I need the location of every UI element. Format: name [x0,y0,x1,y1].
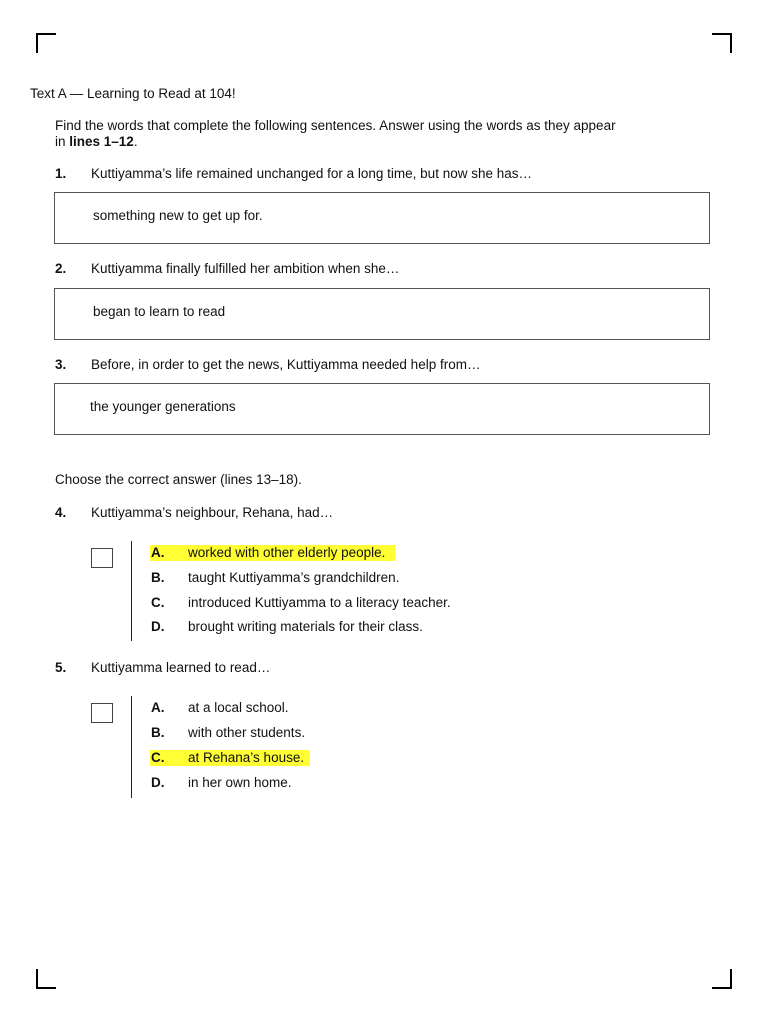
question-2-answer: began to learn to read [93,304,226,319]
section1-instruction [55,118,695,150]
question-4-option-b-letter: B. [151,570,165,585]
instruction-lines-ref: lines 1–12 [69,134,134,149]
question-5-option-d[interactable]: in her own home. [188,775,292,790]
question-5-option-d-letter: D. [151,775,165,790]
question-4-option-a-letter: A. [151,545,165,560]
question-5-answer-checkbox[interactable] [91,703,113,723]
question-2-number: 2. [55,261,67,276]
question-5-divider [131,696,132,798]
page-title: Text A — Learning to Read at 104! [30,86,236,101]
question-4-text: Kuttiyamma’s neighbour, Rehana, had… [91,505,334,520]
question-4-option-a[interactable]: worked with other elderly people. [188,545,386,560]
question-5-option-a-letter: A. [151,700,165,715]
question-4-divider [131,541,132,641]
question-3-number: 3. [55,357,67,372]
instruction-end: . [133,134,138,149]
question-1-text: Kuttiyamma’s life remained unchanged for a long time, but now she has… [91,166,532,181]
question-5-option-b-letter: B. [151,725,165,740]
crop-mark-bottom-right [712,969,732,989]
instruction-line1: Find the words that complete the following sentences. Answer using the words as they appear [55,118,616,133]
question-4-option-c-letter: C. [151,595,165,610]
question-5-option-a[interactable]: at a local school. [188,700,289,715]
question-4-option-d-letter: D. [151,619,165,634]
question-1-answer-box[interactable] [54,192,710,244]
question-3-text: Before, in order to get the news, Kuttiyamma needed help from… [91,357,481,372]
question-3-answer: the younger generations [90,399,236,414]
question-2-answer-box[interactable] [54,288,710,340]
question-1-number: 1. [55,166,67,181]
question-5-text: Kuttiyamma learned to read… [91,660,271,675]
question-5-option-c[interactable]: at Rehana’s house. [188,750,305,765]
question-4-option-d[interactable]: brought writing materials for their class. [188,619,423,634]
question-3-answer-box[interactable] [54,383,710,435]
crop-mark-bottom-left [36,969,56,989]
question-1-answer: something new to get up for. [93,208,263,223]
question-5-number: 5. [55,660,67,675]
instruction-line2: in [55,134,70,149]
question-2-text: Kuttiyamma finally fulfilled her ambition when she… [91,261,400,276]
question-5-option-b[interactable]: with other students. [188,725,306,740]
question-4-answer-checkbox[interactable] [91,548,113,568]
question-4-option-b[interactable]: taught Kuttiyamma’s grandchildren. [188,570,400,585]
crop-mark-top-left [36,33,56,53]
section2-instruction: Choose the correct answer (lines 13–18). [55,472,302,487]
question-5-option-c-letter: C. [151,750,165,765]
question-4-number: 4. [55,505,67,520]
question-4-option-c[interactable]: introduced Kuttiyamma to a literacy teacher. [188,595,451,610]
crop-mark-top-right [712,33,732,53]
